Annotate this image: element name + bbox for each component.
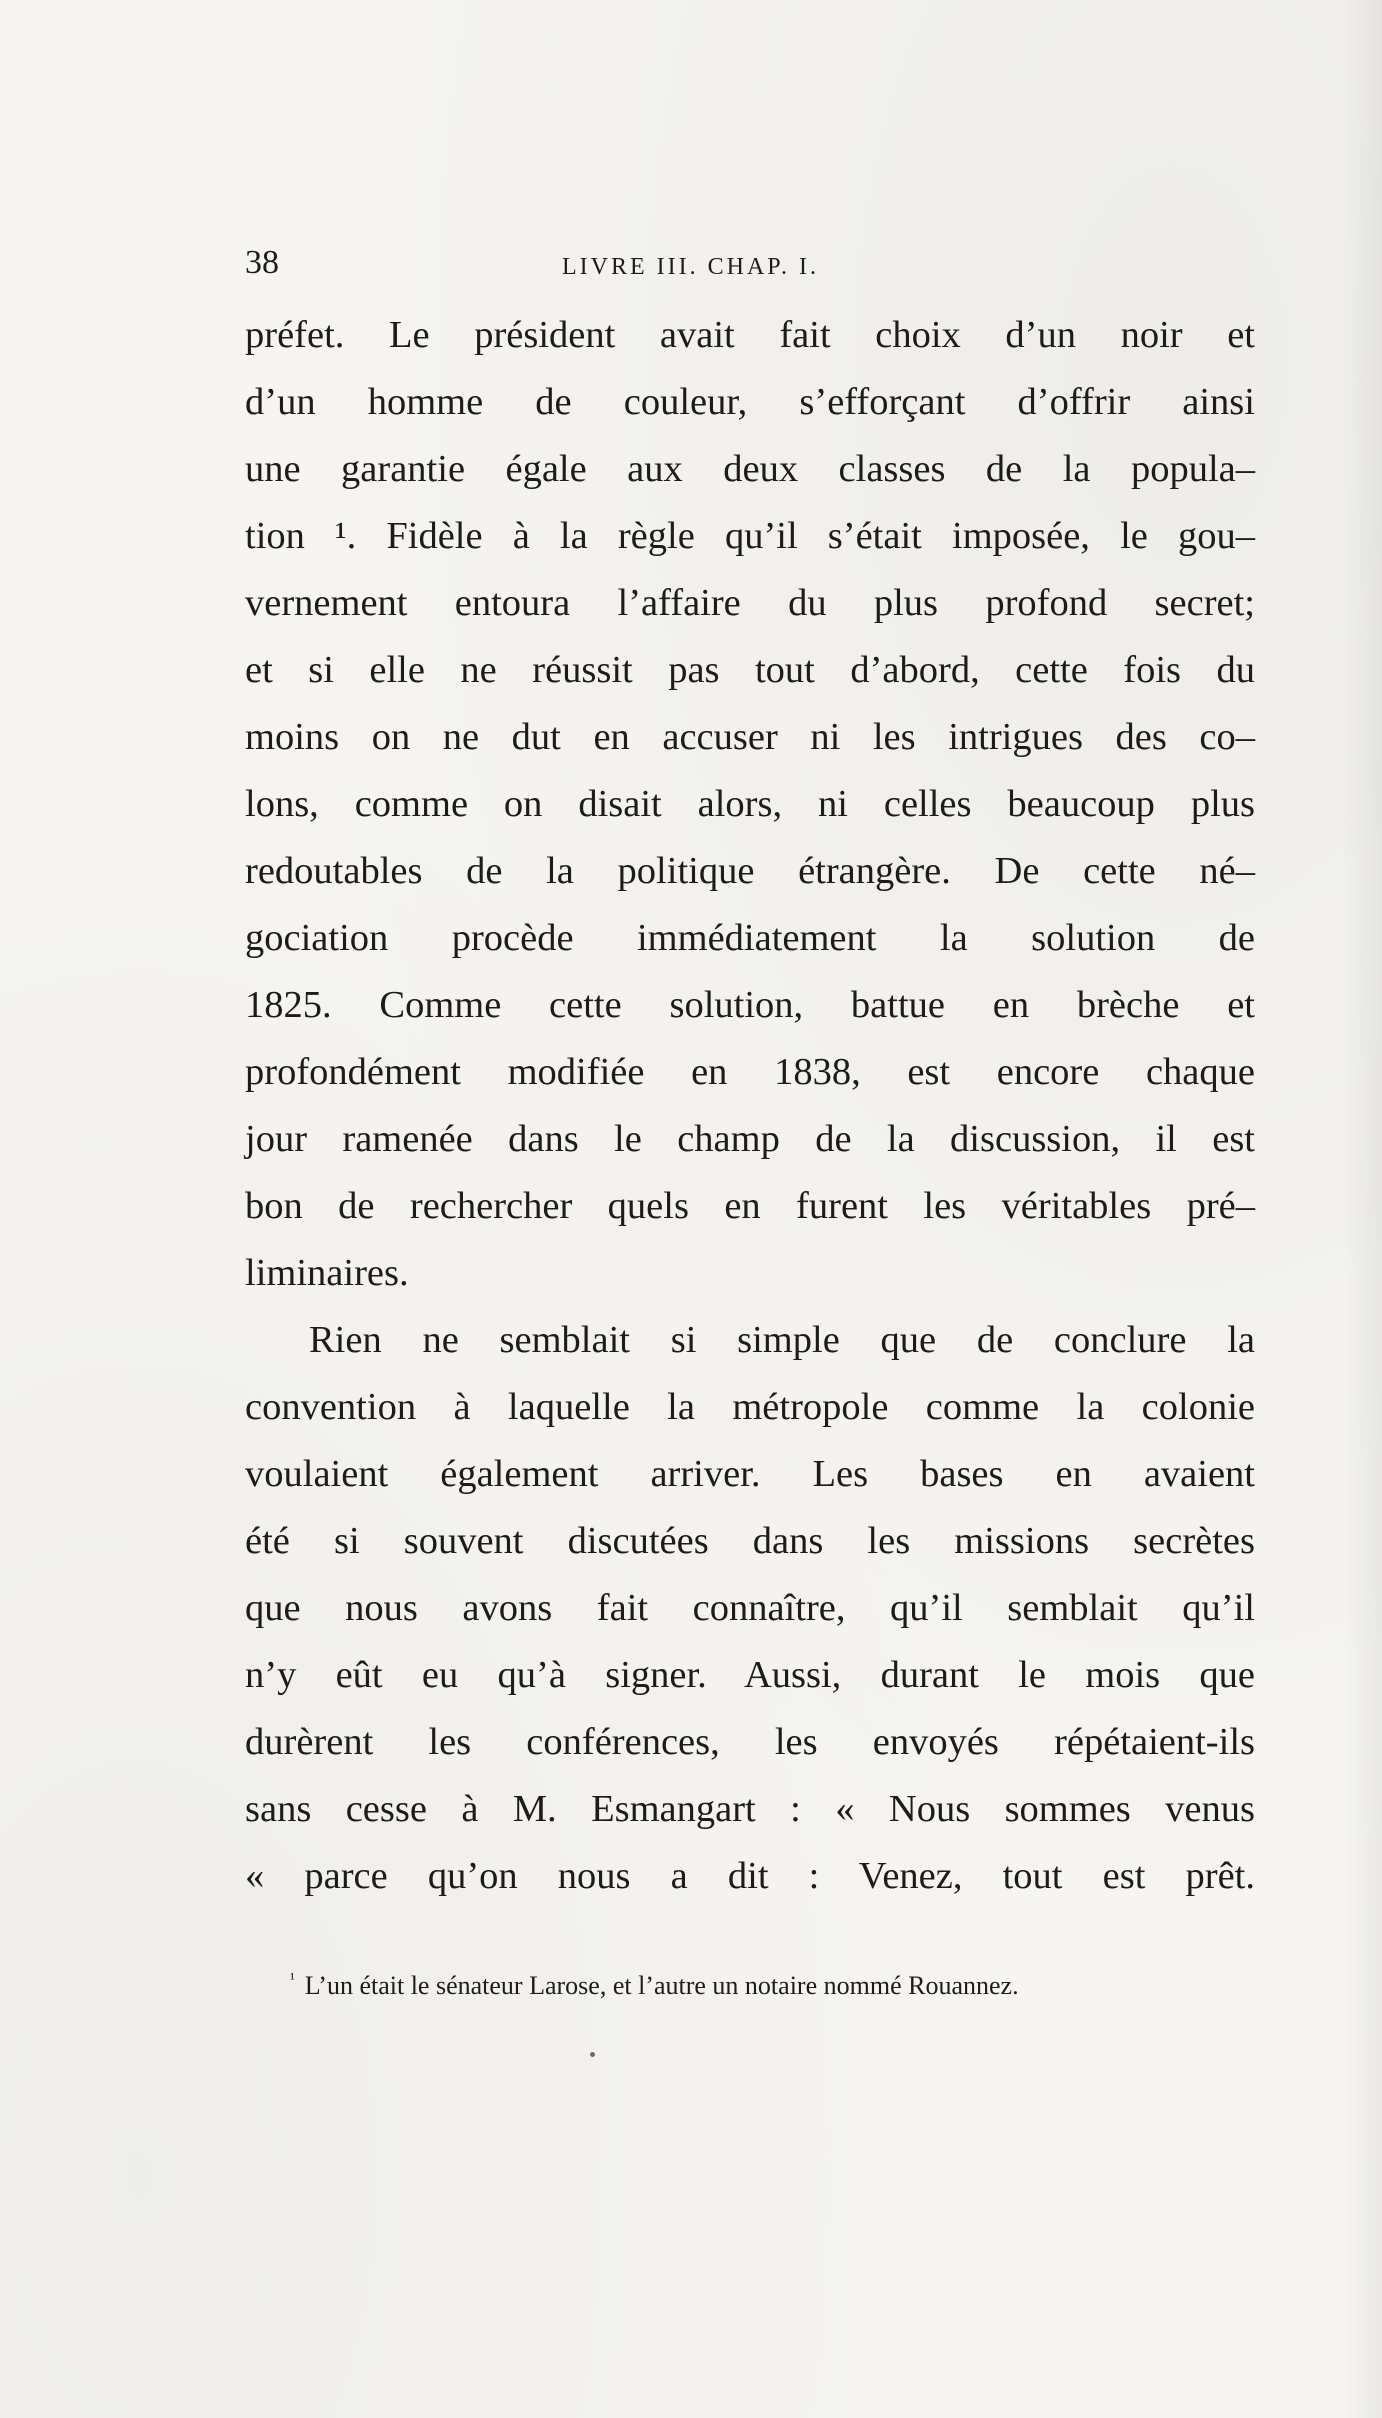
text-line: liminaires. bbox=[245, 1252, 409, 1294]
text-line: vernement entoura l’affaire du plus profond secret; bbox=[245, 582, 1255, 624]
text-line: d’un homme de couleur, s’efforçant d’offrir ainsi bbox=[245, 381, 1255, 423]
text-line: jour ramenée dans le champ de la discussion, il est bbox=[245, 1118, 1255, 1160]
page-header bbox=[245, 238, 1265, 288]
footnote-marker: ¹ bbox=[290, 1971, 295, 1988]
page-edge-shadow bbox=[1342, 0, 1382, 2418]
page-number: 38 bbox=[245, 244, 279, 281]
text-line: « parce qu’on nous a dit : Venez, tout est prêt. bbox=[245, 1855, 1255, 1897]
text-line: 1825. Comme cette solution, battue en brèche et bbox=[245, 984, 1255, 1026]
text-line: moins on ne dut en accuser ni les intrigues des co– bbox=[245, 716, 1255, 758]
text-line: n’y eût eu qu’à signer. Aussi, durant le mois que bbox=[245, 1654, 1255, 1696]
text-line: tion ¹. Fidèle à la règle qu’il s’était imposée, le gou– bbox=[245, 515, 1255, 557]
footnote-text: L’un était le sénateur Larose, et l’autre un notaire nommé Rouannez. bbox=[304, 1971, 1019, 2000]
text-line: une garantie égale aux deux classes de la popula– bbox=[245, 448, 1255, 490]
text-line: sans cesse à M. Esmangart : « Nous sommes venus bbox=[245, 1788, 1255, 1830]
text-line: profondément modifiée en 1838, est encore chaque bbox=[245, 1051, 1255, 1093]
text-line: redoutables de la politique étrangère. De cette né– bbox=[245, 850, 1255, 892]
body-text bbox=[245, 302, 1255, 1910]
text-line: gociation procède immédiatement la solution de bbox=[245, 917, 1255, 959]
text-line: été si souvent discutées dans les missions secrètes bbox=[245, 1520, 1255, 1562]
text-line: et si elle ne réussit pas tout d’abord, cette fois du bbox=[245, 649, 1255, 691]
text-line: voulaient également arriver. Les bases en avaient bbox=[245, 1453, 1255, 1495]
text-line: convention à laquelle la métropole comme la colonie bbox=[245, 1386, 1255, 1428]
text-line: préfet. Le président avait fait choix d’un noir et bbox=[245, 314, 1255, 356]
text-line: lons, comme on disait alors, ni celles beaucoup plus bbox=[245, 783, 1255, 825]
text-line: que nous avons fait connaître, qu’il semblait qu’il bbox=[245, 1587, 1255, 1629]
ink-speck bbox=[590, 2052, 595, 2057]
text-line: durèrent les conférences, les envoyés répétaient-ils bbox=[245, 1721, 1255, 1763]
text-line: bon de rechercher quels en furent les véritables pré– bbox=[245, 1185, 1255, 1227]
text-line: Rien ne semblait si simple que de conclure la bbox=[309, 1319, 1255, 1361]
running-head: LIVRE III. CHAP. I. bbox=[562, 254, 819, 280]
footnote bbox=[290, 1960, 1265, 2006]
